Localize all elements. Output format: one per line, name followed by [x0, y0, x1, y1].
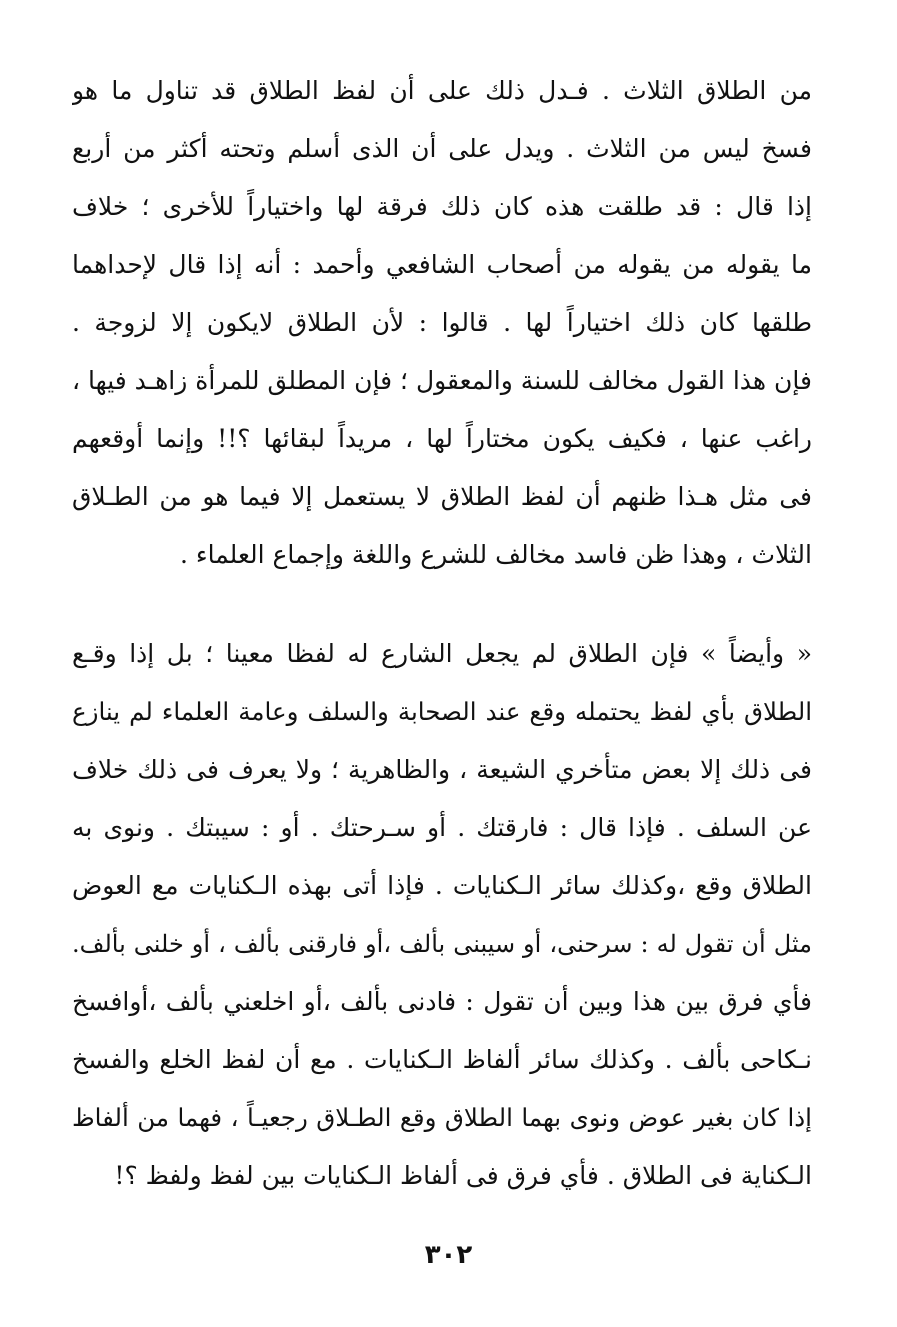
text-line: ما يقوله من يقوله من أصحاب الشافعي وأحمد : أنه إذا قال لإحداهما — [72, 250, 812, 279]
text-line: مثل أن تقول له : سرحنى، أو سيبنى بألف ،أو فارقنى بألف ، أو خلنى بألف. — [72, 930, 812, 958]
text-line: عن السلف . فإذا قال : فارقتك . أو سـرحتك . أو : سيبتك . ونوى به — [72, 813, 812, 842]
text-line: الطلاق بأي لفظ يحتمله وقع عند الصحابة والسلف وعامة العلماء لم ينازع — [72, 697, 812, 726]
text-line: فى مثل هـذا ظنهم أن لفظ الطلاق لا يستعمل إلا فيما هو من الطـلاق — [72, 482, 812, 511]
text-line: الثلاث ، وهذا ظن فاسد مخالف للشرع واللغة وإجماع العلماء . — [179, 540, 812, 569]
text-line: طلقها كان ذلك اختياراً لها . قالوا : لأن الطلاق لايكون إلا لزوجة . — [72, 308, 812, 337]
text-line: نـكاحى بألف . وكذلك سائر ألفاظ الـكنايات . مع أن لفظ الخلع والفسخ — [72, 1045, 812, 1074]
text-line: إذا قال : قد طلقت هذه كان ذلك فرقة لها واختياراً للأخرى ؛ خلاف — [72, 192, 812, 221]
page-number: ٣٠٢ — [424, 1240, 473, 1270]
paragraph-1 — [72, 62, 812, 584]
paragraph-2 — [72, 625, 812, 1205]
text-line: فى ذلك إلا بعض متأخري الشيعة ، والظاهرية ؛ ولا يعرف فى ذلك خلاف — [72, 755, 812, 784]
text-line: فسخ ليس من الثلاث . ويدل على أن الذى أسلم وتحته أكثر من أربع — [72, 134, 812, 163]
text-line: الطلاق وقع ،وكذلك سائر الـكنايات . فإذا أتى بهذه الـكنايات مع العوض — [72, 871, 812, 900]
text-line: « وأيضاً » فإن الطلاق لم يجعل الشارع له لفظا معينا ؛ بل إذا وقـع — [72, 639, 812, 668]
text-line: راغب عنها ، فكيف يكون مختاراً لها ، مريداً لبقائها ؟!! وإنما أوقعهم — [72, 424, 812, 453]
text-line: فإن هذا القول مخالف للسنة والمعقول ؛ فإن المطلق للمرأة زاهـد فيها ، — [72, 366, 812, 395]
text-line: الـكناية فى الطلاق . فأي فرق فى ألفاظ الـكنايات بين لفظ ولفظ ؟! — [114, 1161, 812, 1190]
text-line: فأي فرق بين هذا وبين أن تقول : فادنى بألف ،أو اخلعني بألف ،أوافسخ — [72, 987, 812, 1016]
text-line: إذا كان بغير عوض ونوى بهما الطلاق وقع الطـلاق رجعيـاً ، فهما من ألفاظ — [72, 1103, 812, 1132]
text-line: من الطلاق الثلاث . فـدل ذلك على أن لفظ الطلاق قد تناول ما هو — [72, 76, 812, 105]
